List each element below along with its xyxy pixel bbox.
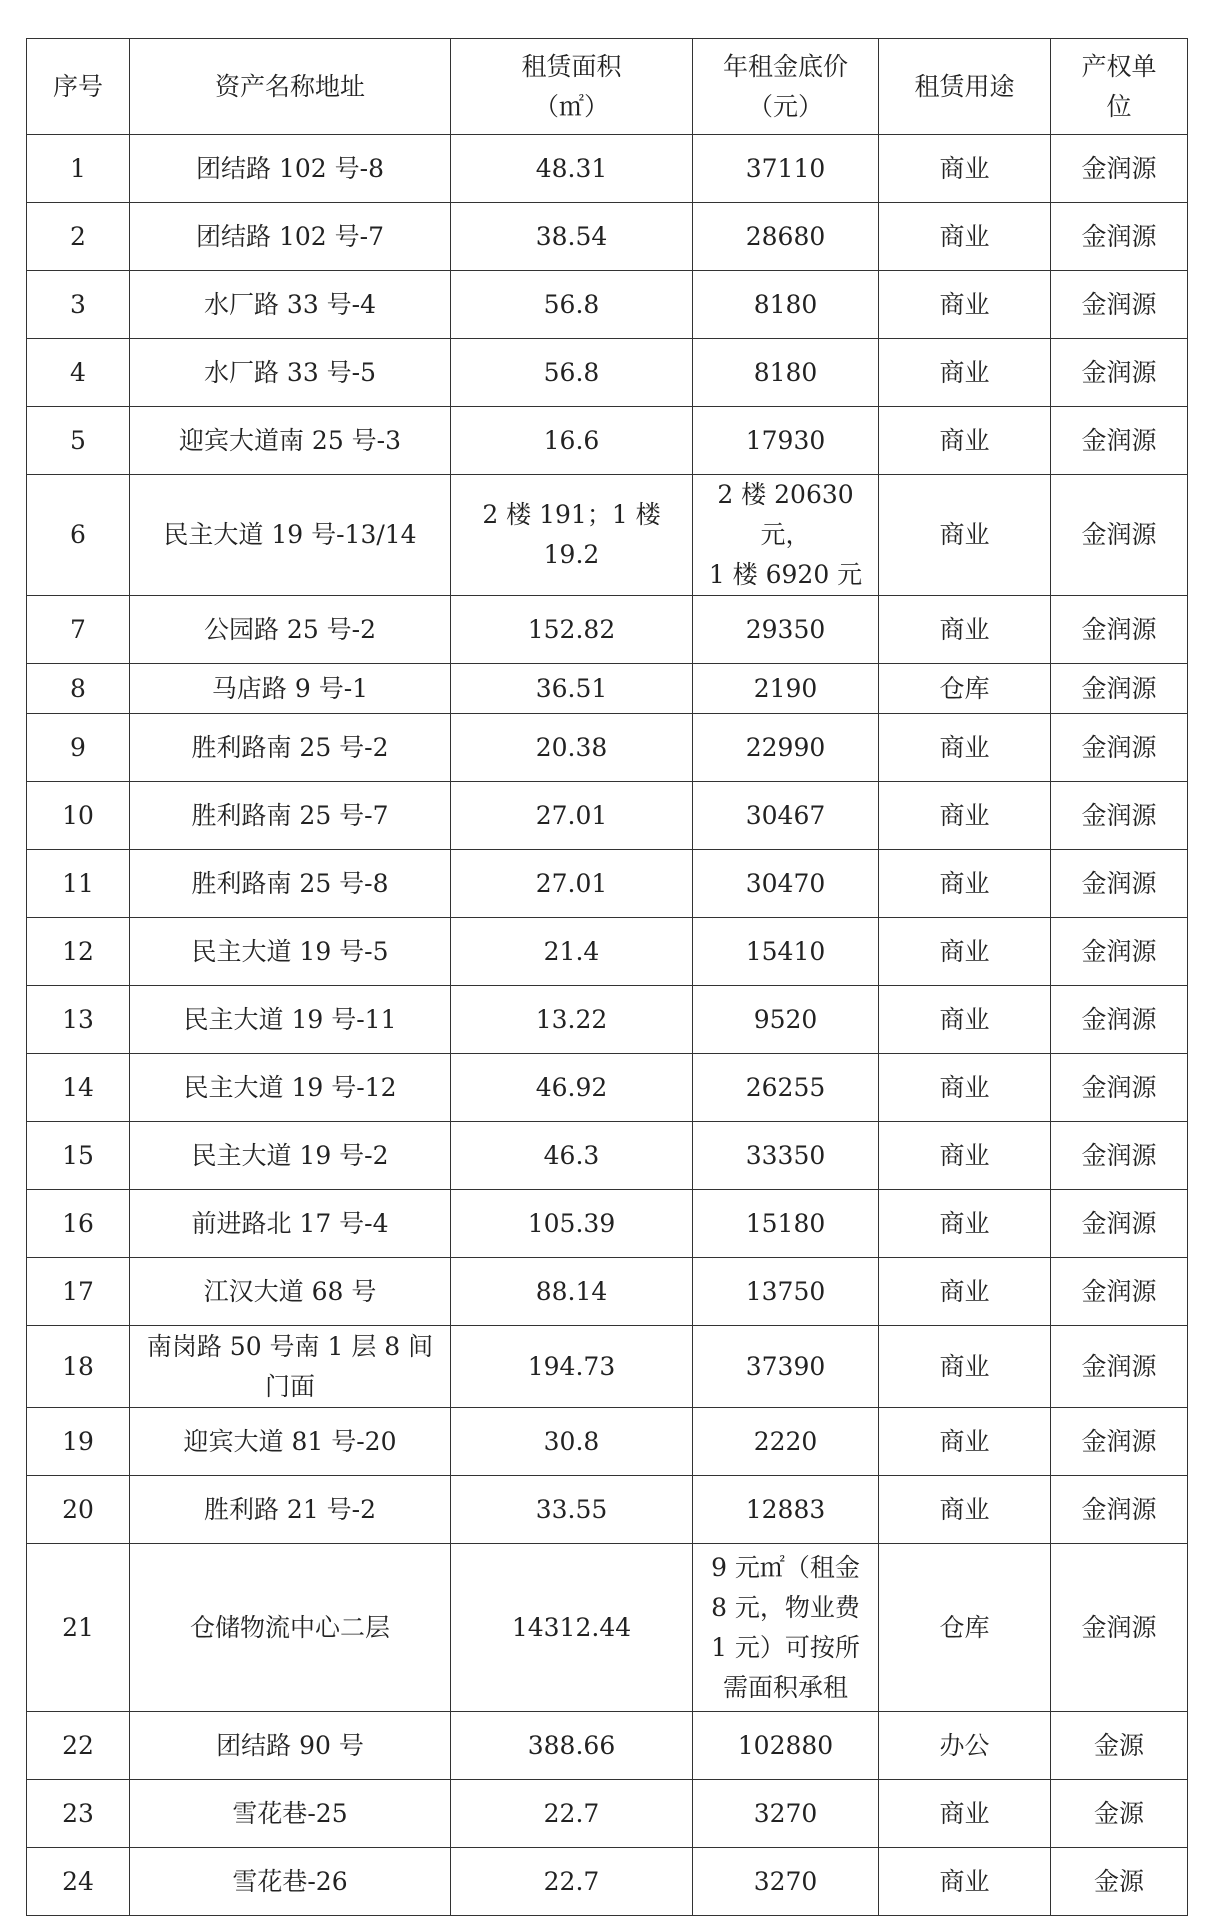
cell-area: 36.51 — [451, 664, 693, 714]
cell-name: 迎宾大道南 25 号-3 — [130, 407, 451, 475]
cell-no: 9 — [27, 714, 130, 782]
asset-lease-table-container — [26, 38, 1187, 1916]
cell-rent: 3270 — [693, 1780, 879, 1848]
cell-area: 2 楼 191；1 楼 19.2 — [451, 475, 693, 596]
cell-rent: 17930 — [693, 407, 879, 475]
cell-use: 商业 — [879, 1780, 1051, 1848]
cell-use: 商业 — [879, 339, 1051, 407]
cell-rent: 12883 — [693, 1476, 879, 1544]
cell-name: 胜利路 21 号-2 — [130, 1476, 451, 1544]
cell-no: 4 — [27, 339, 130, 407]
cell-no: 21 — [27, 1544, 130, 1712]
cell-owner: 金润源 — [1051, 664, 1188, 714]
cell-name: 民主大道 19 号-11 — [130, 986, 451, 1054]
cell-area: 27.01 — [451, 782, 693, 850]
cell-use: 办公 — [879, 1712, 1051, 1780]
table-body — [27, 135, 1188, 1916]
cell-area: 56.8 — [451, 339, 693, 407]
table-header-row — [27, 39, 1188, 135]
cell-name: 马店路 9 号-1 — [130, 664, 451, 714]
cell-name: 南岗路 50 号南 1 层 8 间 门面 — [130, 1326, 451, 1408]
cell-name: 胜利路南 25 号-8 — [130, 850, 451, 918]
cell-owner: 金润源 — [1051, 271, 1188, 339]
table-row — [27, 714, 1188, 782]
header-rent: 年租金底价 （元） — [693, 39, 879, 135]
cell-rent: 28680 — [693, 203, 879, 271]
cell-area: 22.7 — [451, 1848, 693, 1916]
cell-use: 仓库 — [879, 664, 1051, 714]
header-use: 租赁用途 — [879, 39, 1051, 135]
cell-owner: 金润源 — [1051, 135, 1188, 203]
table-row — [27, 918, 1188, 986]
cell-use: 商业 — [879, 407, 1051, 475]
cell-area: 13.22 — [451, 986, 693, 1054]
cell-use: 商业 — [879, 1408, 1051, 1476]
asset-lease-table — [26, 38, 1188, 1916]
cell-no: 5 — [27, 407, 130, 475]
cell-no: 22 — [27, 1712, 130, 1780]
cell-area: 14312.44 — [451, 1544, 693, 1712]
cell-owner: 金润源 — [1051, 407, 1188, 475]
cell-owner: 金润源 — [1051, 1258, 1188, 1326]
table-row — [27, 596, 1188, 664]
table-row — [27, 1780, 1188, 1848]
cell-rent: 37110 — [693, 135, 879, 203]
cell-no: 12 — [27, 918, 130, 986]
cell-no: 24 — [27, 1848, 130, 1916]
cell-area: 38.54 — [451, 203, 693, 271]
cell-use: 商业 — [879, 1258, 1051, 1326]
cell-owner: 金润源 — [1051, 1476, 1188, 1544]
cell-area: 388.66 — [451, 1712, 693, 1780]
cell-name: 水厂路 33 号-5 — [130, 339, 451, 407]
cell-owner: 金源 — [1051, 1712, 1188, 1780]
table-row — [27, 407, 1188, 475]
cell-no: 10 — [27, 782, 130, 850]
cell-name: 仓储物流中心二层 — [130, 1544, 451, 1712]
cell-area: 56.8 — [451, 271, 693, 339]
cell-owner: 金润源 — [1051, 1326, 1188, 1408]
cell-owner: 金润源 — [1051, 1544, 1188, 1712]
cell-rent: 2190 — [693, 664, 879, 714]
cell-owner: 金润源 — [1051, 782, 1188, 850]
cell-rent: 30467 — [693, 782, 879, 850]
cell-use: 商业 — [879, 1476, 1051, 1544]
cell-no: 19 — [27, 1408, 130, 1476]
cell-rent: 2220 — [693, 1408, 879, 1476]
cell-rent: 3270 — [693, 1848, 879, 1916]
cell-no: 17 — [27, 1258, 130, 1326]
cell-rent: 33350 — [693, 1122, 879, 1190]
table-row — [27, 1054, 1188, 1122]
table-row — [27, 1712, 1188, 1780]
header-no: 序号 — [27, 39, 130, 135]
cell-no: 23 — [27, 1780, 130, 1848]
cell-name: 公园路 25 号-2 — [130, 596, 451, 664]
cell-no: 3 — [27, 271, 130, 339]
cell-name: 胜利路南 25 号-7 — [130, 782, 451, 850]
table-row — [27, 1476, 1188, 1544]
cell-rent: 15180 — [693, 1190, 879, 1258]
cell-name: 胜利路南 25 号-2 — [130, 714, 451, 782]
cell-use: 商业 — [879, 1054, 1051, 1122]
cell-area: 20.38 — [451, 714, 693, 782]
cell-no: 8 — [27, 664, 130, 714]
header-area: 租赁面积 （㎡） — [451, 39, 693, 135]
table-row — [27, 203, 1188, 271]
cell-owner: 金润源 — [1051, 1190, 1188, 1258]
cell-area: 33.55 — [451, 1476, 693, 1544]
table-row — [27, 1848, 1188, 1916]
cell-name: 雪花巷-26 — [130, 1848, 451, 1916]
table-row — [27, 1122, 1188, 1190]
cell-name: 迎宾大道 81 号-20 — [130, 1408, 451, 1476]
cell-area: 46.3 — [451, 1122, 693, 1190]
cell-no: 11 — [27, 850, 130, 918]
cell-no: 18 — [27, 1326, 130, 1408]
table-row — [27, 664, 1188, 714]
cell-area: 16.6 — [451, 407, 693, 475]
cell-area: 88.14 — [451, 1258, 693, 1326]
cell-use: 商业 — [879, 850, 1051, 918]
cell-name: 江汉大道 68 号 — [130, 1258, 451, 1326]
cell-owner: 金润源 — [1051, 339, 1188, 407]
cell-no: 6 — [27, 475, 130, 596]
cell-name: 团结路 102 号-7 — [130, 203, 451, 271]
table-row — [27, 1190, 1188, 1258]
cell-use: 商业 — [879, 135, 1051, 203]
cell-use: 商业 — [879, 1190, 1051, 1258]
cell-area: 22.7 — [451, 1780, 693, 1848]
cell-no: 14 — [27, 1054, 130, 1122]
cell-name: 雪花巷-25 — [130, 1780, 451, 1848]
cell-name: 水厂路 33 号-4 — [130, 271, 451, 339]
cell-rent: 9 元㎡（租金 8 元，物业费 1 元）可按所 需面积承租 — [693, 1544, 879, 1712]
cell-name: 团结路 102 号-8 — [130, 135, 451, 203]
cell-name: 民主大道 19 号-13/14 — [130, 475, 451, 596]
cell-no: 1 — [27, 135, 130, 203]
cell-rent: 30470 — [693, 850, 879, 918]
cell-name: 民主大道 19 号-5 — [130, 918, 451, 986]
cell-area: 152.82 — [451, 596, 693, 664]
table-row — [27, 135, 1188, 203]
cell-owner: 金润源 — [1051, 596, 1188, 664]
cell-rent: 8180 — [693, 339, 879, 407]
header-owner: 产权单 位 — [1051, 39, 1188, 135]
header-name: 资产名称地址 — [130, 39, 451, 135]
table-row — [27, 850, 1188, 918]
cell-name: 民主大道 19 号-12 — [130, 1054, 451, 1122]
cell-area: 194.73 — [451, 1326, 693, 1408]
cell-use: 商业 — [879, 986, 1051, 1054]
cell-rent: 13750 — [693, 1258, 879, 1326]
cell-owner: 金润源 — [1051, 1054, 1188, 1122]
cell-no: 15 — [27, 1122, 130, 1190]
cell-owner: 金润源 — [1051, 1122, 1188, 1190]
cell-area: 105.39 — [451, 1190, 693, 1258]
cell-owner: 金润源 — [1051, 1408, 1188, 1476]
table-row — [27, 1544, 1188, 1712]
cell-owner: 金润源 — [1051, 986, 1188, 1054]
cell-owner: 金润源 — [1051, 475, 1188, 596]
cell-use: 商业 — [879, 475, 1051, 596]
cell-owner: 金润源 — [1051, 714, 1188, 782]
table-row — [27, 1258, 1188, 1326]
cell-area: 27.01 — [451, 850, 693, 918]
cell-rent: 37390 — [693, 1326, 879, 1408]
table-row — [27, 271, 1188, 339]
table-row — [27, 986, 1188, 1054]
cell-name: 前进路北 17 号-4 — [130, 1190, 451, 1258]
cell-owner: 金润源 — [1051, 850, 1188, 918]
cell-owner: 金润源 — [1051, 203, 1188, 271]
table-row — [27, 475, 1188, 596]
cell-use: 商业 — [879, 203, 1051, 271]
cell-use: 商业 — [879, 782, 1051, 850]
table-row — [27, 782, 1188, 850]
cell-use: 商业 — [879, 1122, 1051, 1190]
cell-area: 21.4 — [451, 918, 693, 986]
cell-use: 商业 — [879, 1848, 1051, 1916]
table-row — [27, 1326, 1188, 1408]
cell-use: 仓库 — [879, 1544, 1051, 1712]
cell-owner: 金润源 — [1051, 918, 1188, 986]
cell-no: 13 — [27, 986, 130, 1054]
cell-use: 商业 — [879, 596, 1051, 664]
cell-rent: 15410 — [693, 918, 879, 986]
cell-area: 48.31 — [451, 135, 693, 203]
cell-no: 20 — [27, 1476, 130, 1544]
cell-owner: 金源 — [1051, 1848, 1188, 1916]
cell-use: 商业 — [879, 918, 1051, 986]
table-row — [27, 1408, 1188, 1476]
cell-rent: 22990 — [693, 714, 879, 782]
table-row — [27, 339, 1188, 407]
cell-rent: 29350 — [693, 596, 879, 664]
cell-no: 7 — [27, 596, 130, 664]
cell-name: 团结路 90 号 — [130, 1712, 451, 1780]
cell-rent: 8180 — [693, 271, 879, 339]
cell-area: 30.8 — [451, 1408, 693, 1476]
cell-rent: 102880 — [693, 1712, 879, 1780]
cell-area: 46.92 — [451, 1054, 693, 1122]
cell-rent: 26255 — [693, 1054, 879, 1122]
cell-name: 民主大道 19 号-2 — [130, 1122, 451, 1190]
cell-use: 商业 — [879, 714, 1051, 782]
cell-rent: 9520 — [693, 986, 879, 1054]
cell-use: 商业 — [879, 271, 1051, 339]
cell-owner: 金源 — [1051, 1780, 1188, 1848]
cell-no: 2 — [27, 203, 130, 271]
cell-use: 商业 — [879, 1326, 1051, 1408]
cell-no: 16 — [27, 1190, 130, 1258]
cell-rent: 2 楼 20630 元， 1 楼 6920 元 — [693, 475, 879, 596]
